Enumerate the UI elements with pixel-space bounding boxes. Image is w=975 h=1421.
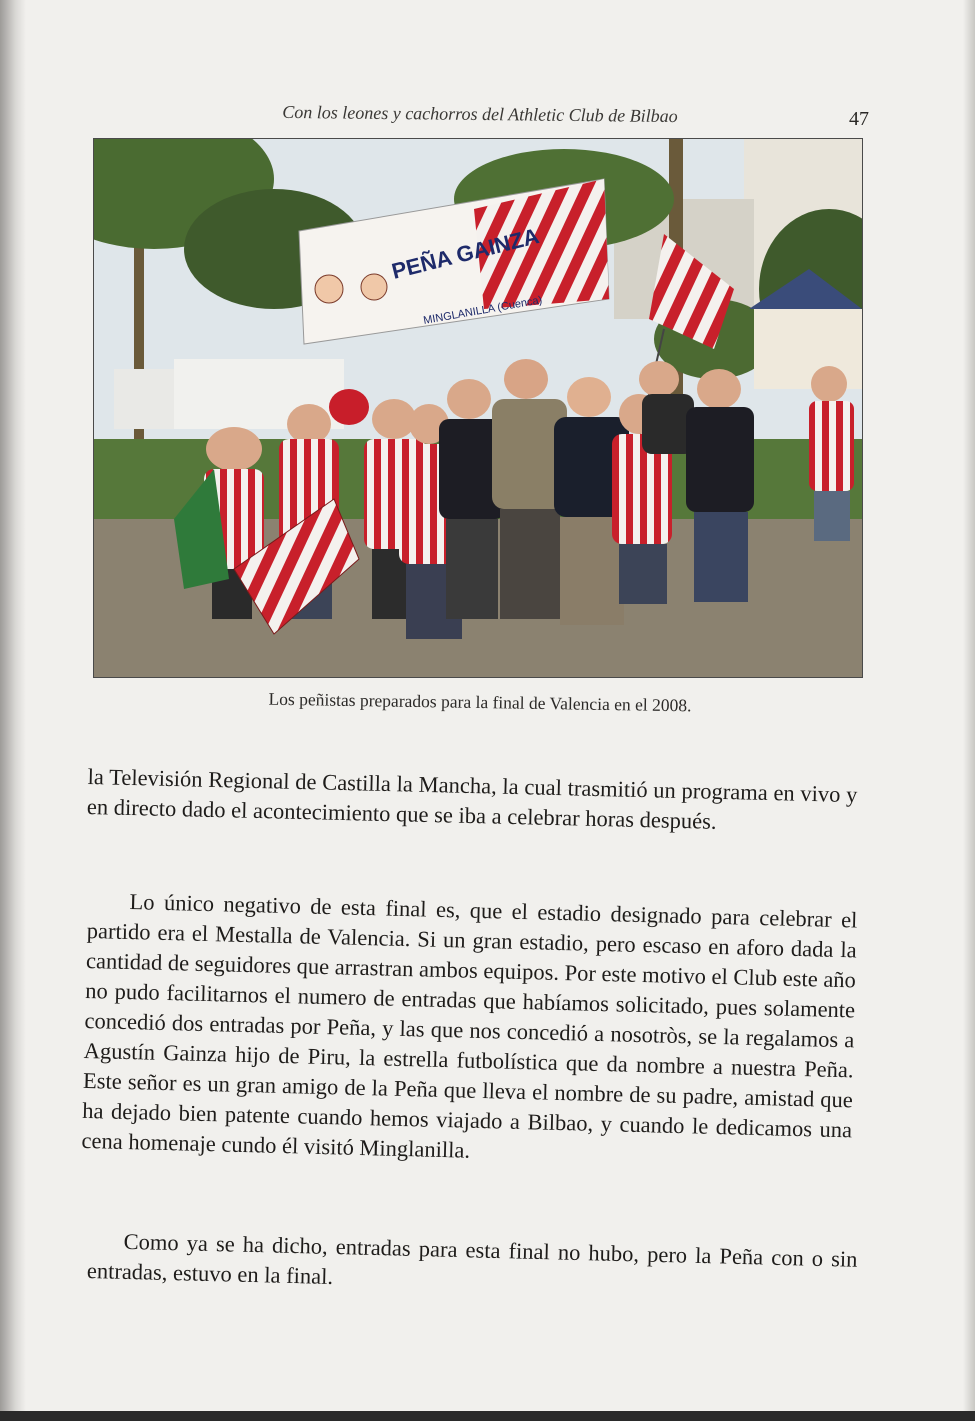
page-number: 47 [849,108,869,130]
paragraph-2: Lo único negativo de esta final es, que el estadio designado para celebrar el partido era el Mestalla de Valencia. Si un gran estadio, pero escaso en aforo dada la cantidad de seguidores que arrastran ambos equipos. Por este motivo el Club este año no pudo facilitarnos el numero de entradas que habíamos solicitado, pues solamente concedió dos entradas por Peña, y las que nos concedió a nosotròs, se la regalamos a Agustín Gainza hijo de Piru, la estrella futbolística que da nombre a nuestra Peña. Este señor es un gran amigo de la Peña que lleva el nombre de su padre, amistad que ha dejado bien patente cuando hemos viajado a Bilbao, y cuando le dedicamos una cena homenaje cundo él visitó Minglanilla. [81,889,858,1163]
paragraph-1: la Televisión Regional de Castilla la Mancha, la cual trasmitió un programa en vivo y en directo dado el acontecimiento que se iba a celebrar horas después. [86,763,858,834]
photo-caption: Los peñistas preparados para la final de Valencia en el 2008. [268,688,692,716]
fans-photo [93,138,863,678]
banner-main-text: PEÑA GAINZA [389,223,542,284]
banner-sub-text: MINGLANILLA (Cuenca) [422,294,544,327]
page-gutter-shadow [0,0,26,1421]
fans-photo-illustration [94,139,862,677]
page-edge-shadow [963,0,975,1421]
paragraph-3: Como ya se ha dicho, entradas para esta final no hubo, pero la Peña con o sin entradas, estuvo en la final. [86,1228,858,1289]
page-bottom-edge [0,1411,975,1421]
running-header: Con los leones y cachorros del Athletic Club de Bilbao [282,101,678,127]
